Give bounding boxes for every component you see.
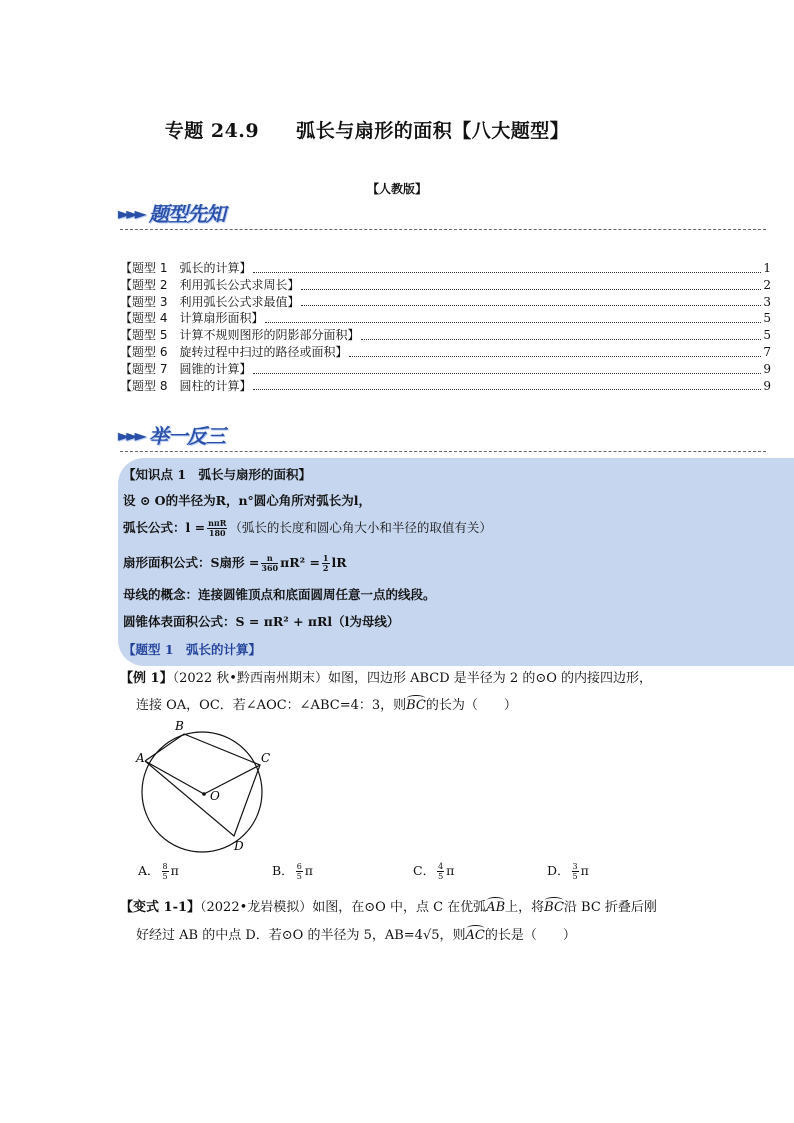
title-text: 弧长与扇形的面积【八大题型】 [296,120,570,142]
table-of-contents [120,260,771,394]
label-o: O [210,789,220,803]
choice-d[interactable]: D． $\frac{3}{5}$ π [547,862,589,881]
banner-text: 举一反三 [148,424,225,448]
knowledge-line: 设 ⊙ O的半径为R，n°圆心角所对弧长为l， [123,493,372,508]
toc-item[interactable]: 【题型 4 计算扇形面积】 5 [120,311,771,326]
banner-arrows-icon: ►►► [118,426,143,445]
toc-item[interactable]: 【题型 7 圆锥的计算】 9 [120,361,771,376]
quadrilateral-abcd [145,734,260,836]
example1-line1: 【例 1】（2022 秋•黔西南州期末）如图，四边形 ABCD 是半径为 2 的⊙O 的内接四边形， [120,671,653,686]
toc-item[interactable]: 【题型 8 圆柱的计算】 9 [120,378,771,393]
title-number: 专题 24.9 [164,120,260,142]
divider [120,451,766,452]
knowledge-heading: 【知识点 1 弧长与扇形的面积】 [123,467,312,482]
sector-area-formula: 扇形面积公式：S扇形 = $\frac{n}{360}$ πR² = $\frac{1}{2}$ lR [123,553,347,573]
center-point [202,792,206,796]
choice-c[interactable]: C． $\frac{4}{5}$ π [413,862,455,881]
banner-arrows-icon: ►►► [118,204,143,223]
variant1-line1: 【变式 1-1】（2022•龙岩模拟）如图，在⊙O 中，点 C 在优弧AB上，将BC沿 BC 折叠后刚 [120,900,657,915]
label-b: B [175,719,184,733]
banner-text: 题型先知 [148,202,225,226]
fraction: $\frac{n}{360}$ [261,553,279,573]
banner-preview [118,198,225,227]
choice-a[interactable]: A． $\frac{8}{5}$ π [138,862,179,881]
generatrix-definition: 母线的概念：连接圆锥顶点和底面圆周任意一点的线段。 [123,587,436,602]
divider [120,229,766,230]
banner-examples [118,420,225,449]
edition-label: 【人教版】 [366,182,427,196]
label-d: D [234,839,244,853]
label-c: C [261,751,271,765]
toc-item[interactable]: 【题型 1 弧长的计算】 1 [120,261,771,275]
example1-line2: 连接 OA，OC．若∠AOC：∠ABC=4：3，则BC的长为（ ） [136,698,517,713]
circle-figure [130,712,280,857]
toc-item[interactable]: 【题型 5 计算不规则图形的阴影部分面积】 5 [120,328,771,343]
variant1-line2: 好经过 AB 的中点 D．若⊙O 的半径为 5，AB=4√5，则AC的长是（ ） [136,928,576,943]
toc-item[interactable]: 【题型 6 旋转过程中扫过的路径或面积】 7 [120,344,771,359]
arc-length-formula: 弧长公式：l = $\frac{\text{nπR}}{180}$ （弧长的长度和圆心角大小和半径的取值有关） [123,518,492,538]
label-a: A [136,751,145,765]
toc-item[interactable]: 【题型 3 利用弧长公式求最值】 3 [120,294,771,309]
segment-oa [145,761,204,794]
fraction: $\frac{1}{2}$ [322,553,329,573]
type1-heading: 【题型 1 弧长的计算】 [123,642,262,657]
page-title [0,116,794,143]
fraction: $\frac{\text{nπR}}{180}$ [208,518,227,538]
choice-b[interactable]: B． $\frac{6}{5}$ π [272,862,313,881]
cone-area-formula: 圆锥体表面积公式：S = πR² + πRl（l为母线） [123,614,400,629]
toc-item[interactable]: 【题型 2 利用弧长公式求周长】 2 [120,277,771,292]
